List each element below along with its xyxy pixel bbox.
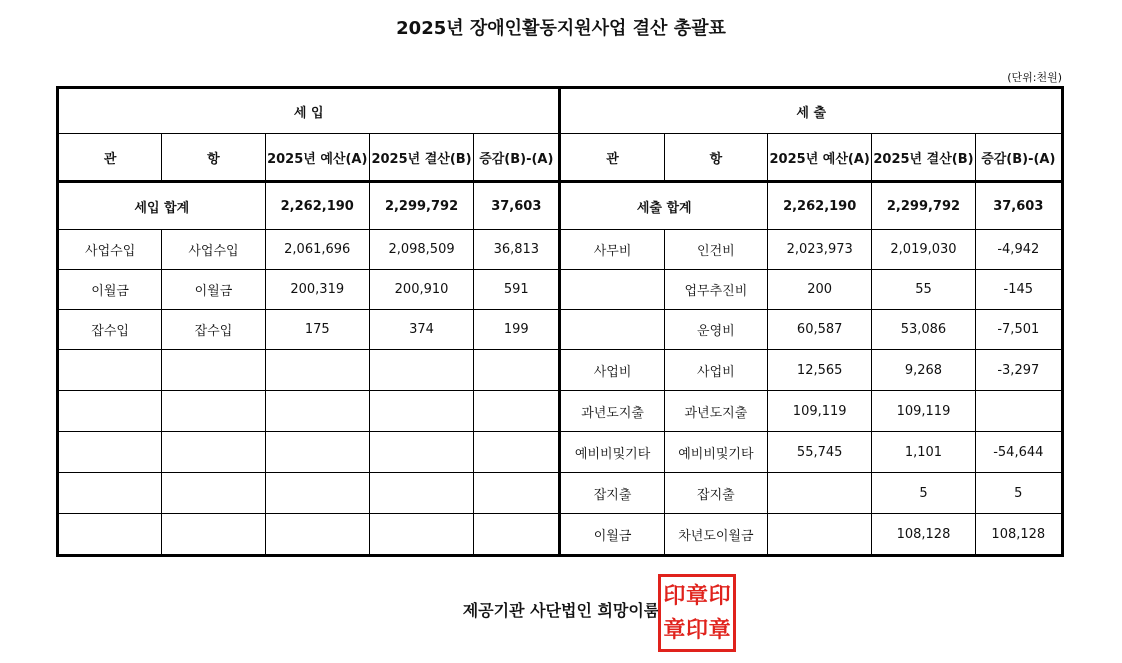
cell-actual-income: 2,098,509 (369, 230, 473, 270)
seal-glyph: 印 (708, 583, 731, 609)
expense-total-actual: 2,299,792 (872, 182, 975, 230)
cell-hang-income: 잡수입 (162, 310, 265, 350)
cell-actual-expense: 109,119 (872, 391, 975, 432)
cell-actual-income: 374 (369, 310, 473, 350)
cell-budget-income (265, 432, 369, 473)
cell-gwan-income (58, 473, 162, 514)
cell-gwan-expense: 잡지출 (560, 473, 664, 514)
cell-gwan-income: 사업수입 (58, 230, 162, 270)
cell-budget-income (265, 391, 369, 432)
cell-diff-income (474, 514, 560, 556)
cell-diff-income (474, 473, 560, 514)
seal-glyph: 章 (708, 617, 731, 643)
cell-actual-expense: 1,101 (872, 432, 975, 473)
income-total-label: 세입 합계 (58, 182, 266, 230)
expense-total-diff: 37,603 (975, 182, 1062, 230)
seal-glyph: 印 (663, 583, 686, 609)
cell-actual-income: 200,910 (369, 270, 473, 310)
cell-budget-expense: 55,745 (768, 432, 872, 473)
cell-gwan-expense: 예비비및기타 (560, 432, 664, 473)
cell-actual-income (369, 514, 473, 556)
cell-gwan-expense: 사업비 (560, 350, 664, 391)
cell-diff-expense (975, 391, 1062, 432)
table-row (58, 230, 1063, 270)
table-row (58, 391, 1063, 432)
cell-diff-expense: -7,501 (975, 310, 1062, 350)
cell-actual-expense: 5 (872, 473, 975, 514)
cell-actual-income (369, 432, 473, 473)
cell-gwan-income (58, 391, 162, 432)
cell-diff-expense: -54,644 (975, 432, 1062, 473)
cell-budget-income: 2,061,696 (265, 230, 369, 270)
header-actual-expense: 2025년 결산(B) (872, 134, 975, 182)
cell-gwan-expense: 사무비 (560, 230, 664, 270)
cell-diff-income (474, 350, 560, 391)
table-row (58, 432, 1063, 473)
cell-budget-income: 200,319 (265, 270, 369, 310)
summary-table (56, 86, 1064, 557)
cell-hang-expense: 예비비및기타 (664, 432, 767, 473)
cell-hang-income (162, 514, 265, 556)
cell-hang-expense: 사업비 (664, 350, 767, 391)
header-budget-income: 2025년 예산(A) (265, 134, 369, 182)
header-actual-income: 2025년 결산(B) (369, 134, 473, 182)
cell-hang-expense: 과년도지출 (664, 391, 767, 432)
cell-gwan-income: 이월금 (58, 270, 162, 310)
cell-budget-expense: 109,119 (768, 391, 872, 432)
cell-actual-income (369, 350, 473, 391)
cell-diff-expense: -145 (975, 270, 1062, 310)
expense-section-header: 세 출 (560, 88, 1063, 134)
cell-hang-expense: 운영비 (664, 310, 767, 350)
document-title: 2025년 장애인활동지원사업 결산 총괄표 (396, 18, 726, 39)
income-total-budget: 2,262,190 (265, 182, 369, 230)
seal-glyph: 章 (663, 617, 686, 643)
cell-gwan-expense: 과년도지출 (560, 391, 664, 432)
cell-hang-income (162, 391, 265, 432)
cell-actual-income (369, 473, 473, 514)
cell-diff-income: 199 (474, 310, 560, 350)
cell-gwan-income: 잡수입 (58, 310, 162, 350)
unit-label: (단위:천원) (1007, 71, 1062, 84)
header-gwan-income: 관 (58, 134, 162, 182)
cell-budget-income (265, 514, 369, 556)
cell-budget-income (265, 473, 369, 514)
cell-diff-expense: -4,942 (975, 230, 1062, 270)
cell-hang-expense: 차년도이월금 (664, 514, 767, 556)
seal-glyph: 章 (685, 583, 708, 609)
cell-gwan-income (58, 350, 162, 391)
organization-seal (658, 574, 736, 652)
header-diff-expense: 증감(B)-(A) (975, 134, 1062, 182)
cell-budget-expense: 60,587 (768, 310, 872, 350)
header-hang-expense: 항 (664, 134, 767, 182)
table-row (58, 310, 1063, 350)
cell-diff-income (474, 391, 560, 432)
cell-actual-expense: 2,019,030 (872, 230, 975, 270)
cell-diff-income: 36,813 (474, 230, 560, 270)
cell-hang-income: 사업수입 (162, 230, 265, 270)
header-gwan-expense: 관 (560, 134, 664, 182)
cell-hang-income (162, 432, 265, 473)
seal-glyph: 印 (685, 617, 708, 643)
header-hang-income: 항 (162, 134, 265, 182)
expense-total-label: 세출 합계 (560, 182, 768, 230)
header-diff-income: 증감(B)-(A) (474, 134, 560, 182)
cell-budget-expense: 12,565 (768, 350, 872, 391)
table-row (58, 270, 1063, 310)
cell-diff-expense: -3,297 (975, 350, 1062, 391)
cell-actual-expense: 9,268 (872, 350, 975, 391)
cell-diff-income (474, 432, 560, 473)
section-header-row (58, 88, 1063, 134)
cell-actual-income (369, 391, 473, 432)
cell-gwan-income (58, 514, 162, 556)
cell-budget-expense: 2,023,973 (768, 230, 872, 270)
table-row (58, 514, 1063, 556)
expense-total-budget: 2,262,190 (768, 182, 872, 230)
income-section-header: 세 입 (58, 88, 560, 134)
cell-hang-expense: 잡지출 (664, 473, 767, 514)
cell-gwan-expense (560, 270, 664, 310)
cell-budget-expense: 200 (768, 270, 872, 310)
cell-budget-expense (768, 473, 872, 514)
cell-actual-expense: 108,128 (872, 514, 975, 556)
income-total-actual: 2,299,792 (369, 182, 473, 230)
provider-footer: 제공기관 사단법인 희망이룸 (462, 601, 660, 620)
cell-hang-expense: 업무추진비 (664, 270, 767, 310)
cell-actual-expense: 55 (872, 270, 975, 310)
cell-budget-income: 175 (265, 310, 369, 350)
cell-hang-income: 이월금 (162, 270, 265, 310)
cell-gwan-expense (560, 310, 664, 350)
cell-budget-expense (768, 514, 872, 556)
cell-hang-income (162, 473, 265, 514)
cell-hang-expense: 인건비 (664, 230, 767, 270)
table-row (58, 473, 1063, 514)
header-budget-expense: 2025년 예산(A) (768, 134, 872, 182)
column-header-row (58, 134, 1063, 182)
cell-diff-expense: 5 (975, 473, 1062, 514)
cell-hang-income (162, 350, 265, 391)
cell-budget-income (265, 350, 369, 391)
cell-actual-expense: 53,086 (872, 310, 975, 350)
income-total-diff: 37,603 (474, 182, 560, 230)
totals-row (58, 182, 1063, 230)
cell-gwan-income (58, 432, 162, 473)
cell-diff-expense: 108,128 (975, 514, 1062, 556)
cell-diff-income: 591 (474, 270, 560, 310)
cell-gwan-expense: 이월금 (560, 514, 664, 556)
table-row (58, 350, 1063, 391)
